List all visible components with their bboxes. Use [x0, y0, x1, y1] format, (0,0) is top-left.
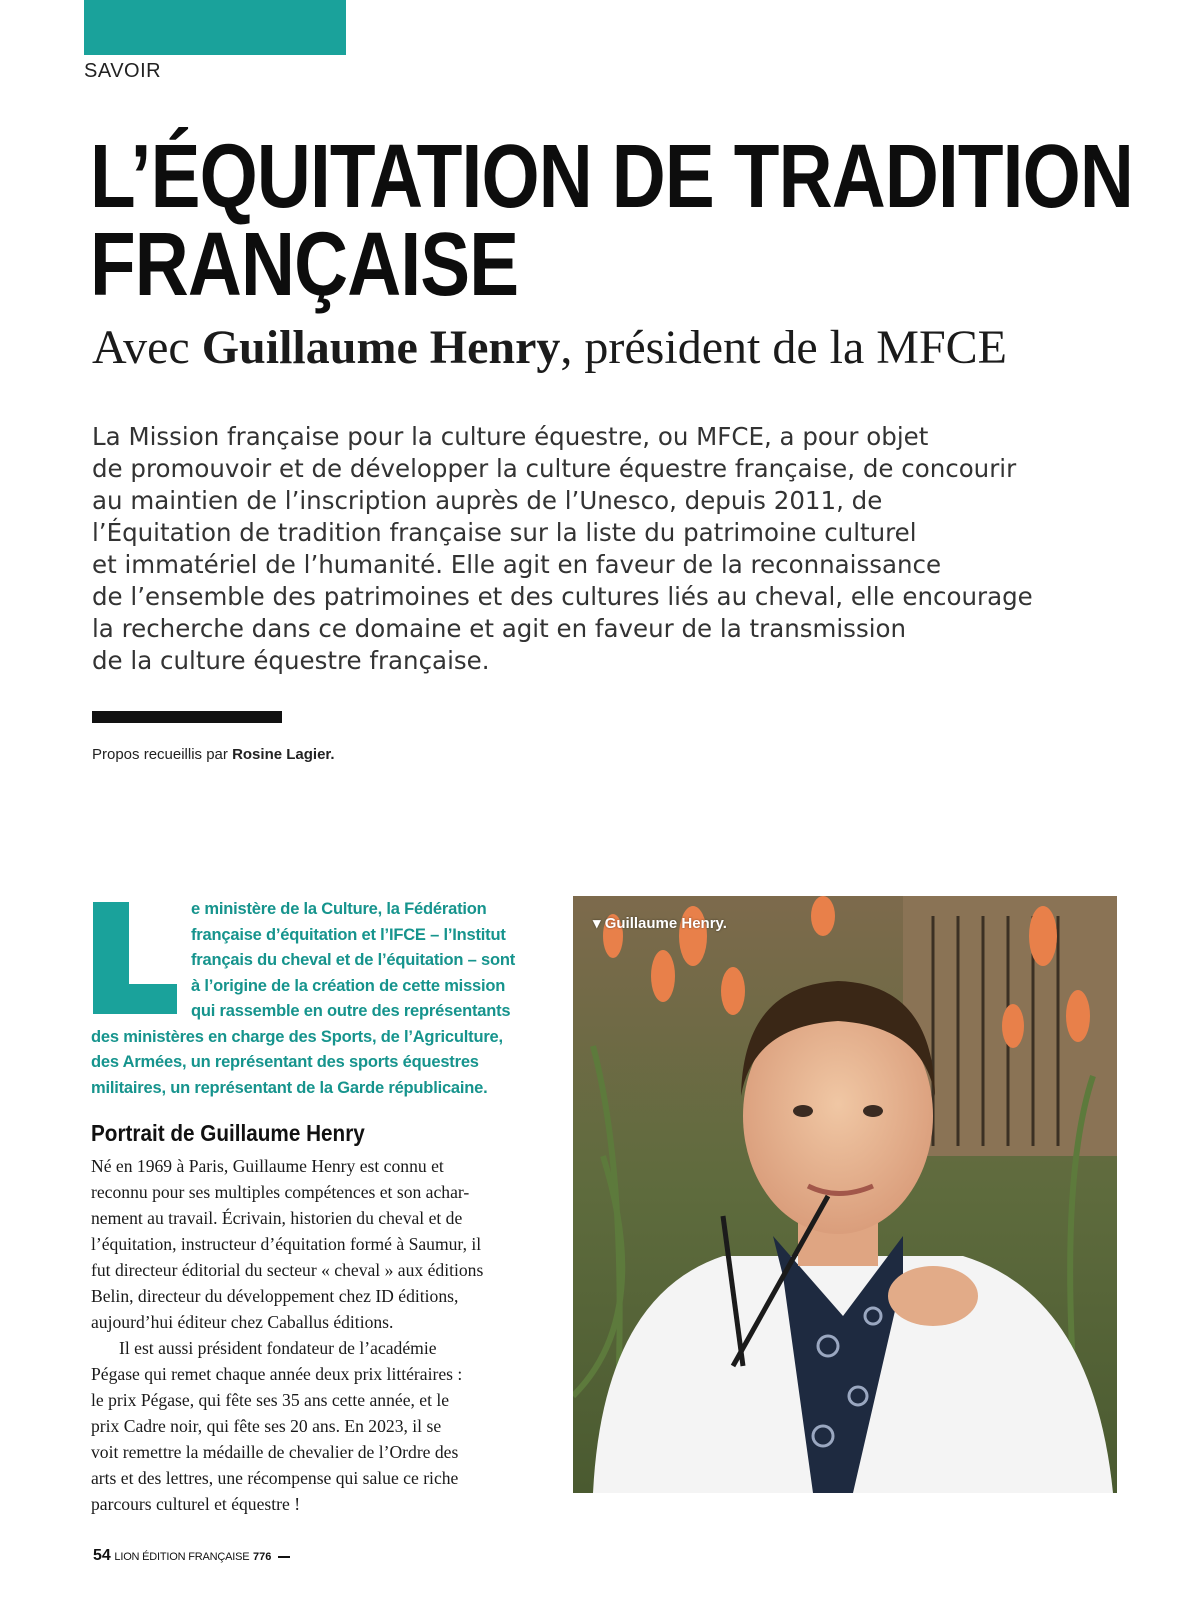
subtitle-suffix: , président de la MFCE: [560, 321, 1007, 374]
body-line: fut directeur éditorial du secteur « cheval » aux éditions: [91, 1260, 484, 1280]
body-line: nement au travail. Écrivain, historien du cheval et de: [91, 1208, 463, 1228]
body-line: Pégase qui remet chaque année deux prix littéraires :: [91, 1364, 463, 1384]
subtitle-prefix: Avec: [92, 321, 202, 374]
body-line: Belin, directeur du développement chez ID éditions,: [91, 1286, 459, 1306]
divider-rule: [92, 711, 282, 723]
body-line: l’équitation, instructeur d’équitation formé à Saumur, il: [91, 1234, 482, 1254]
intro-line: La Mission française pour la culture équestre, ou MFCE, a pour objet: [92, 422, 929, 451]
body-line: le prix Pégase, qui fête ses 35 ans cette année, et le: [91, 1390, 450, 1410]
intro-line: au maintien de l’inscription auprès de l’Unesco, depuis 2011, de: [92, 486, 883, 515]
body-line: Il est aussi président fondateur de l’académie: [119, 1338, 437, 1358]
body-line: voit remettre la médaille de chevalier de l’Ordre des: [91, 1442, 459, 1462]
body-line: arts et des lettres, une récompense qui salue ce riche: [91, 1468, 459, 1488]
section-color-bar: [84, 0, 346, 55]
article-subtitle: [92, 320, 1007, 375]
title-line-2: FRANÇAISE: [90, 215, 519, 315]
intro-line: et immatériel de l’humanité. Elle agit en faveur de la reconnaissance: [92, 550, 942, 579]
lede-line: des Armées, un représentant des sports équestres: [91, 1053, 479, 1071]
portrait-heading: Portrait de Guillaume Henry: [91, 1120, 365, 1146]
photo-caption: ▾ Guillaume Henry.: [593, 915, 727, 932]
lede-line: à l’origine de la création de cette mission: [191, 976, 506, 995]
article-title: [90, 127, 1133, 315]
body-line: reconnu pour ses multiples compétences et son achar-: [91, 1182, 470, 1202]
subtitle-name: Guillaume Henry: [201, 321, 561, 374]
page-number: 54: [93, 1547, 111, 1564]
intro-line: de l’ensemble des patrimoines et des cultures liés au cheval, elle encourage: [92, 582, 1033, 611]
lede-line: française d’équitation et l’IFCE – l’Institut: [191, 925, 506, 944]
body-line: parcours culturel et équestre !: [91, 1494, 301, 1514]
title-line-1: L’ÉQUITATION DE TRADITION: [90, 127, 1133, 227]
drop-cap: [91, 900, 179, 1016]
magazine-name: LION ÉDITION FRANÇAISE: [114, 1551, 250, 1563]
lede-line: militaires, un représentant de la Garde républicaine.: [91, 1078, 488, 1097]
interview-credit: [92, 746, 335, 763]
intro-paragraph: [92, 421, 1072, 677]
intro-line: l’Équitation de tradition française sur la liste du patrimoine culturel: [92, 518, 917, 547]
intro-line: la recherche dans ce domaine et agit en faveur de la transmission: [92, 614, 907, 643]
lede-line: e ministère de la Culture, la Fédération: [191, 900, 487, 918]
body-text: [91, 1153, 533, 1517]
lede-line: qui rassemble en outre des représentants: [191, 1002, 511, 1020]
body-line: aujourd’hui éditeur chez Caballus éditions.: [91, 1312, 394, 1332]
section-label: SAVOIR: [84, 60, 162, 82]
portrait-photo: [573, 896, 1117, 1493]
credit-prefix: Propos recueillis par: [92, 746, 233, 763]
body-line: prix Cadre noir, qui fête ses 20 ans. En 2023, il se: [91, 1416, 442, 1436]
issue-number: 776: [253, 1551, 272, 1563]
page-footer: [93, 1547, 290, 1565]
body-line: Né en 1969 à Paris, Guillaume Henry est connu et: [91, 1156, 444, 1176]
credit-author: Rosine Lagier.: [232, 746, 335, 763]
intro-line: de promouvoir et de développer la culture équestre française, de concourir: [92, 454, 1017, 483]
lede-line: français du cheval et de l’équitation – sont: [191, 951, 516, 969]
intro-line: de la culture équestre française.: [92, 646, 490, 675]
portrait-illustration: [573, 896, 1117, 1493]
footer-dash: [278, 1556, 290, 1558]
lede-line: des ministères en charge des Sports, de l’Agriculture,: [91, 1027, 503, 1046]
